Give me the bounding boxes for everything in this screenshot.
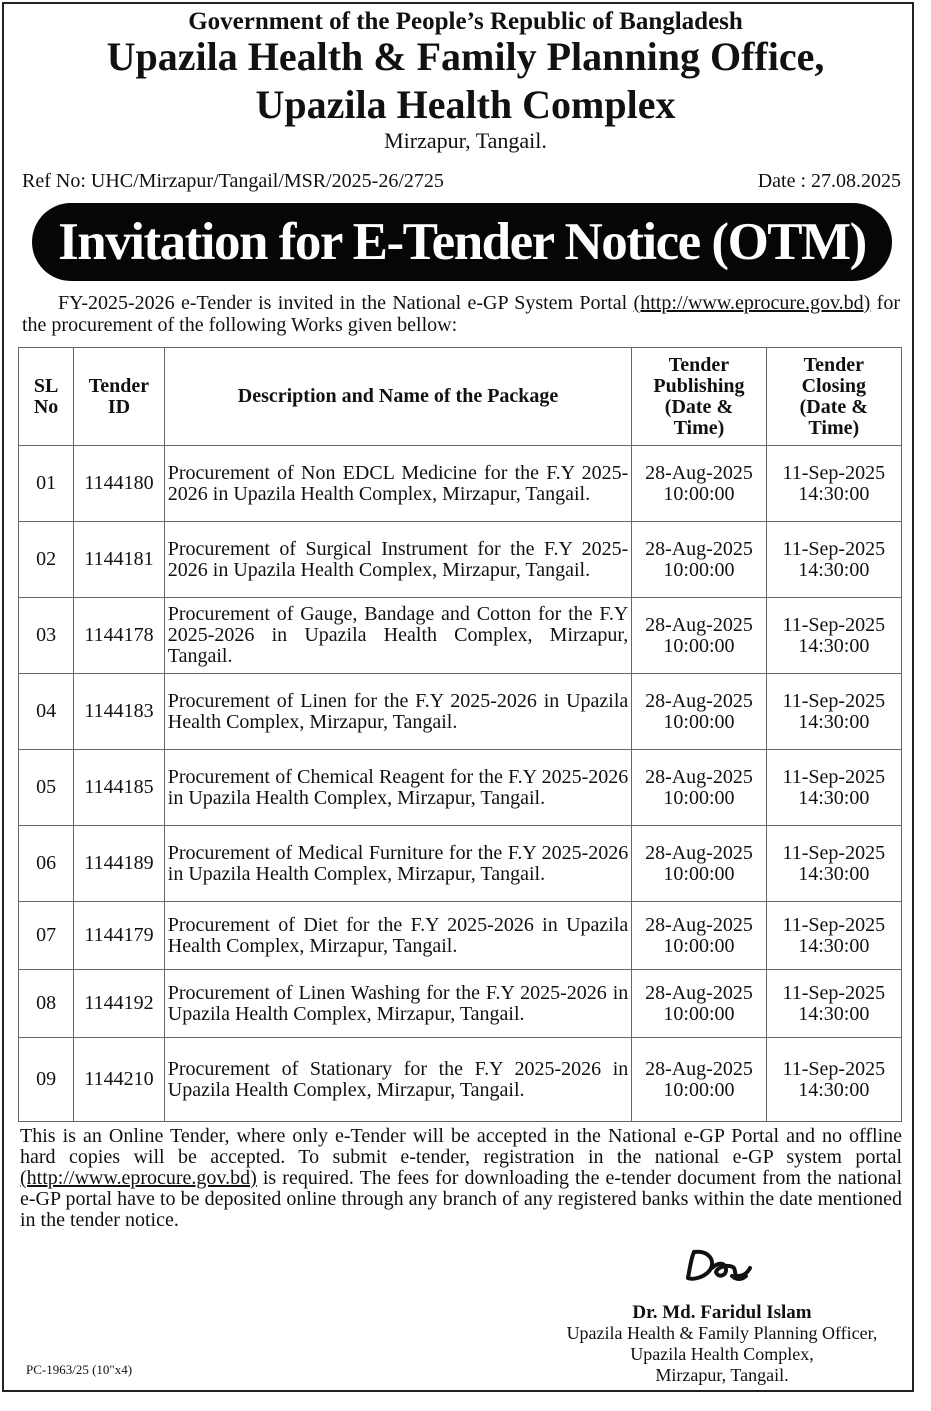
cell-description: Procurement of Surgical Instrument for the F.Y 2025-2026 in Upazila Health Complex, Mirzapur, Tangail. — [164, 522, 632, 598]
publishing-time: 10:00:00 — [663, 482, 735, 505]
cell-description: Procurement of Non EDCL Medicine for the F.Y 2025-2026 in Upazila Health Complex, Mirzapur, Tangail. — [164, 446, 632, 522]
closing-time: 14:30:00 — [798, 862, 870, 885]
signatory-place: Mirzapur, Tangail. — [655, 1365, 789, 1385]
cell-publishing — [632, 522, 766, 598]
cell-tender-id: 1144189 — [74, 826, 165, 902]
publishing-time: 10:00:00 — [663, 1002, 735, 1025]
publishing-date: 28-Aug-2025 — [645, 1057, 753, 1080]
cell-sl: 04 — [19, 674, 74, 750]
publishing-date: 28-Aug-2025 — [645, 981, 753, 1004]
cell-tender-id: 1144210 — [74, 1038, 165, 1122]
cell-closing — [766, 446, 901, 522]
cell-publishing — [632, 446, 766, 522]
table-row — [19, 522, 902, 598]
cell-publishing — [632, 970, 766, 1038]
cell-publishing — [632, 674, 766, 750]
print-code: PC-1963/25 (10"x4) — [26, 1362, 133, 1377]
closing-time: 14:30:00 — [798, 934, 870, 957]
header-sl — [19, 348, 74, 446]
cell-sl: 05 — [19, 750, 74, 826]
signatory-title: Upazila Health & Family Planning Officer, — [566, 1323, 878, 1343]
cell-description: Procurement of Linen for the F.Y 2025-2026 in Upazila Health Complex, Mirzapur, Tangail. — [164, 674, 632, 750]
intro-text-2: for the procurement of the following Works given bellow: — [22, 292, 900, 336]
publishing-time: 10:00:00 — [663, 862, 735, 885]
intro-text-1: FY-2025-2026 e-Tender is invited in the National e-GP System Portal — [58, 292, 634, 314]
closing-date: 11-Sep-2025 — [782, 613, 886, 636]
publishing-time: 10:00:00 — [663, 934, 735, 957]
cell-closing — [766, 598, 901, 674]
cell-description: Procurement of Stationary for the F.Y 2025-2026 in Upazila Health Complex, Mirzapur, Tangail. — [164, 1038, 632, 1122]
reference-number: Ref No: UHC/Mirzapur/Tangail/MSR/2025-26/2725 — [22, 170, 444, 192]
closing-date: 11-Sep-2025 — [782, 1057, 886, 1080]
cell-sl: 06 — [19, 826, 74, 902]
header-closing — [766, 348, 901, 446]
terms-text-1: This is an Online Tender, where only e-Tender will be accepted in the National e-GP Portal and no offline hard copies will be accepted. To submit e-tender, registration in the national e-GP system portal — [20, 1125, 902, 1168]
publishing-date: 28-Aug-2025 — [645, 841, 753, 864]
closing-date: 11-Sep-2025 — [782, 913, 886, 936]
cell-tender-id: 1144178 — [74, 598, 165, 674]
publishing-time: 10:00:00 — [663, 558, 735, 581]
closing-time: 14:30:00 — [798, 786, 870, 809]
cell-sl: 03 — [19, 598, 74, 674]
cell-tender-id: 1144183 — [74, 674, 165, 750]
intro-portal-link[interactable]: (http://www.eprocure.gov.bd) — [633, 292, 871, 314]
closing-date: 11-Sep-2025 — [782, 689, 886, 712]
cell-description: Procurement of Diet for the F.Y 2025-2026 in Upazila Health Complex, Mirzapur, Tangail. — [164, 902, 632, 970]
table-header-row — [19, 348, 902, 446]
tender-table — [18, 347, 902, 1122]
header-id-text: Tender ID — [88, 374, 150, 418]
cell-tender-id: 1144185 — [74, 750, 165, 826]
cell-publishing — [632, 1038, 766, 1122]
cell-description: Procurement of Chemical Reagent for the F.Y 2025-2026 in Upazila Health Complex, Mirzapur, Tangail. — [164, 750, 632, 826]
terms-paragraph — [20, 1126, 902, 1231]
cell-closing — [766, 902, 901, 970]
cell-closing — [766, 674, 901, 750]
cell-closing — [766, 522, 901, 598]
closing-date: 11-Sep-2025 — [782, 461, 886, 484]
signatory-block — [546, 1302, 898, 1386]
office-title: Upazila Health & Family Planning Office, — [106, 34, 825, 79]
table-row — [19, 446, 902, 522]
publishing-time: 10:00:00 — [663, 786, 735, 809]
cell-closing — [766, 826, 901, 902]
header-sl-text: SL No — [33, 374, 59, 418]
publishing-time: 10:00:00 — [663, 710, 735, 733]
publishing-date: 28-Aug-2025 — [645, 689, 753, 712]
closing-time: 14:30:00 — [798, 482, 870, 505]
header-cls-text: Tender Closing (Date & Time) — [799, 353, 868, 439]
header-desc-text: Description and Name of the Package — [237, 385, 559, 407]
cell-sl: 08 — [19, 970, 74, 1038]
cell-description: Procurement of Medical Furniture for the F.Y 2025-2026 in Upazila Health Complex, Mirzapur, Tangail. — [164, 826, 632, 902]
closing-date: 11-Sep-2025 — [782, 841, 886, 864]
notice-banner — [32, 203, 892, 281]
header-tender-id — [74, 348, 165, 446]
cell-description: Procurement of Linen Washing for the F.Y 2025-2026 in Upazila Health Complex, Mirzapur, Tangail. — [164, 970, 632, 1038]
table-row — [19, 1038, 902, 1122]
cell-description: Procurement of Gauge, Bandage and Cotton for the F.Y 2025-2026 in Upazila Health Complex, Mirzapur, Tangail. — [164, 598, 632, 674]
intro-paragraph — [22, 292, 900, 336]
notice-date: Date : 27.08.2025 — [757, 170, 901, 192]
cell-sl: 09 — [19, 1038, 74, 1122]
table-row — [19, 826, 902, 902]
closing-date: 11-Sep-2025 — [782, 981, 886, 1004]
cell-closing — [766, 970, 901, 1038]
complex-title: Upazila Health Complex — [255, 82, 676, 127]
terms-portal-link[interactable]: (http://www.eprocure.gov.bd) — [20, 1167, 257, 1189]
government-heading: Government of the People’s Republic of Bangladesh — [188, 8, 743, 35]
cell-sl: 01 — [19, 446, 74, 522]
banner-title: Invitation for E-Tender Notice (OTM) — [58, 213, 866, 271]
signatory-name: Dr. Md. Faridul Islam — [632, 1302, 812, 1323]
cell-closing — [766, 750, 901, 826]
signatory-office: Upazila Health Complex, — [630, 1344, 814, 1364]
header-publishing — [632, 348, 766, 446]
table-row — [19, 674, 902, 750]
table-row — [19, 750, 902, 826]
publishing-time: 10:00:00 — [663, 1078, 735, 1101]
publishing-date: 28-Aug-2025 — [645, 461, 753, 484]
table-row — [19, 902, 902, 970]
publishing-date: 28-Aug-2025 — [645, 537, 753, 560]
closing-time: 14:30:00 — [798, 558, 870, 581]
closing-date: 11-Sep-2025 — [782, 537, 886, 560]
cell-sl: 02 — [19, 522, 74, 598]
cell-publishing — [632, 598, 766, 674]
table-row — [19, 598, 902, 674]
cell-closing — [766, 1038, 901, 1122]
closing-date: 11-Sep-2025 — [782, 765, 886, 788]
cell-tender-id: 1144180 — [74, 446, 165, 522]
handwritten-signature — [682, 1246, 754, 1288]
cell-publishing — [632, 826, 766, 902]
header-pub-text: Tender Publishing (Date & Time) — [653, 353, 745, 439]
cell-sl: 07 — [19, 902, 74, 970]
table-row — [19, 970, 902, 1038]
closing-time: 14:30:00 — [798, 1002, 870, 1025]
publishing-time: 10:00:00 — [663, 634, 735, 657]
cell-publishing — [632, 902, 766, 970]
cell-publishing — [632, 750, 766, 826]
closing-time: 14:30:00 — [798, 634, 870, 657]
cell-tender-id: 1144192 — [74, 970, 165, 1038]
office-location: Mirzapur, Tangail. — [384, 128, 547, 153]
cell-tender-id: 1144181 — [74, 522, 165, 598]
closing-time: 14:30:00 — [798, 710, 870, 733]
closing-time: 14:30:00 — [798, 1078, 870, 1101]
cell-tender-id: 1144179 — [74, 902, 165, 970]
header-description — [164, 348, 632, 446]
publishing-date: 28-Aug-2025 — [645, 765, 753, 788]
publishing-date: 28-Aug-2025 — [645, 613, 753, 636]
terms-text-2: is required. The fees for downloading the e-tender document from the national e-GP portal have to be deposited online through any branch of any registered banks within the date mentioned in the tender notice. — [20, 1167, 902, 1231]
publishing-date: 28-Aug-2025 — [645, 913, 753, 936]
